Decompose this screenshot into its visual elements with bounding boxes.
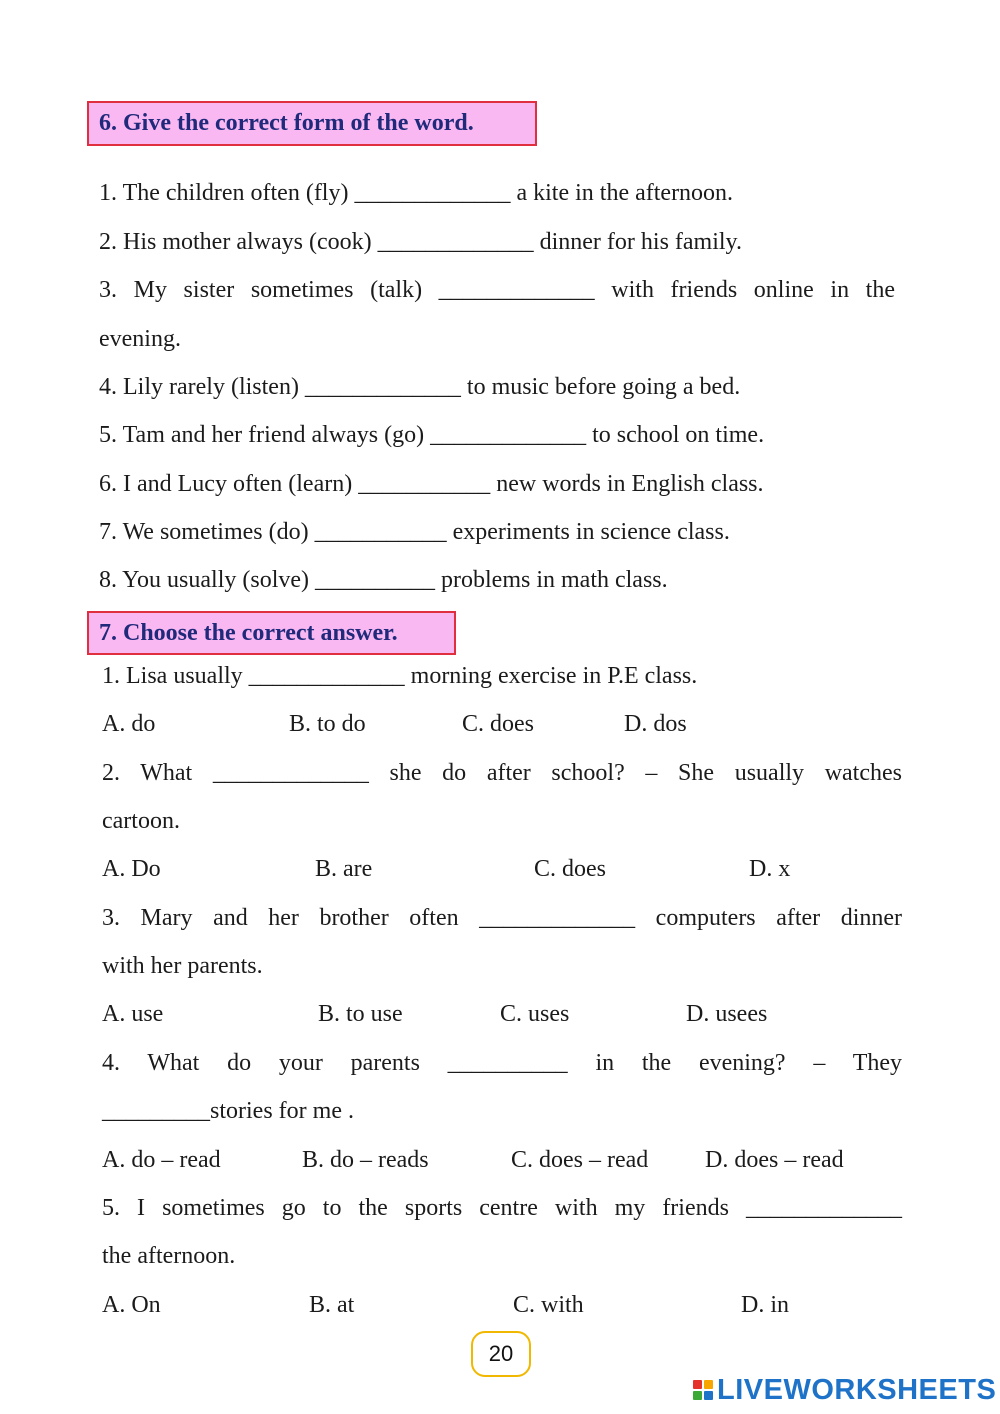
q4-text-cont: _________stories for me . bbox=[102, 1098, 354, 1124]
q2-text-cont: cartoon. bbox=[102, 808, 180, 834]
q1-option-c[interactable]: C. does bbox=[462, 711, 534, 737]
logo-square-green bbox=[693, 1391, 702, 1400]
q3-option-b[interactable]: B. to use bbox=[318, 1001, 403, 1027]
q4-option-b[interactable]: B. do – reads bbox=[302, 1147, 429, 1173]
section-7-heading: 7. Choose the correct answer. bbox=[87, 611, 456, 655]
q2-option-b[interactable]: B. are bbox=[315, 856, 373, 882]
s6-line-6: 6. I and Lucy often (learn) ___________ new words in English class. bbox=[99, 471, 764, 497]
q1-text: 1. Lisa usually _____________ morning exercise in P.E class. bbox=[102, 663, 698, 689]
q3-option-a[interactable]: A. use bbox=[102, 1001, 164, 1027]
q2-option-d[interactable]: D. x bbox=[749, 856, 791, 882]
q2-option-c[interactable]: C. does bbox=[534, 856, 606, 882]
q4-option-d[interactable]: D. does – read bbox=[705, 1147, 844, 1173]
s6-line-2: 2. His mother always (cook) _____________ dinner for his family. bbox=[99, 229, 742, 255]
q4-option-a[interactable]: A. do – read bbox=[102, 1147, 221, 1173]
s6-line-3-cont: evening. bbox=[99, 326, 181, 352]
q5-option-a[interactable]: A. On bbox=[102, 1292, 161, 1318]
q1-option-a[interactable]: A. do bbox=[102, 711, 156, 737]
q2-option-a[interactable]: A. Do bbox=[102, 856, 161, 882]
logo-square-red bbox=[693, 1380, 702, 1389]
q2-text: 2. What _____________ she do after school? – She usually watches bbox=[102, 760, 902, 786]
s6-line-4: 4. Lily rarely (listen) _____________ to music before going a bed. bbox=[99, 374, 741, 400]
q5-option-d[interactable]: D. in bbox=[741, 1292, 789, 1318]
s6-line-3: 3. My sister sometimes (talk) _____________ with friends online in the bbox=[99, 277, 895, 303]
page-number: 20 bbox=[471, 1331, 531, 1377]
q4-option-c[interactable]: C. does – read bbox=[511, 1147, 649, 1173]
q5-text: 5. I sometimes go to the sports centre with my friends _____________ bbox=[102, 1195, 902, 1221]
q3-option-c[interactable]: C. uses bbox=[500, 1001, 570, 1027]
liveworksheets-brand-text: LIVEWORKSHEETS bbox=[717, 1373, 997, 1406]
q1-option-b[interactable]: B. to do bbox=[289, 711, 366, 737]
s6-line-8: 8. You usually (solve) __________ problems in math class. bbox=[99, 567, 668, 593]
s6-line-7: 7. We sometimes (do) ___________ experiments in science class. bbox=[99, 519, 730, 545]
liveworksheets-logo bbox=[693, 1372, 996, 1408]
q3-text-cont: with her parents. bbox=[102, 953, 263, 979]
q3-option-d[interactable]: D. usees bbox=[686, 1001, 768, 1027]
q5-text-cont: the afternoon. bbox=[102, 1243, 236, 1269]
q1-option-d[interactable]: D. dos bbox=[624, 711, 687, 737]
q5-option-c[interactable]: C. with bbox=[513, 1292, 584, 1318]
s6-line-5: 5. Tam and her friend always (go) _____________ to school on time. bbox=[99, 422, 765, 448]
q3-text: 3. Mary and her brother often _____________ computers after dinner bbox=[102, 905, 902, 931]
logo-square-blue bbox=[704, 1391, 713, 1400]
q4-text: 4. What do your parents __________ in the evening? – They bbox=[102, 1050, 902, 1076]
logo-square-yellow bbox=[704, 1380, 713, 1389]
q5-option-b[interactable]: B. at bbox=[309, 1292, 355, 1318]
liveworksheets-logo-icon bbox=[693, 1380, 713, 1400]
section-6-heading: 6. Give the correct form of the word. bbox=[87, 101, 537, 146]
s6-line-1: 1. The children often (fly) _____________ a kite in the afternoon. bbox=[99, 180, 734, 206]
